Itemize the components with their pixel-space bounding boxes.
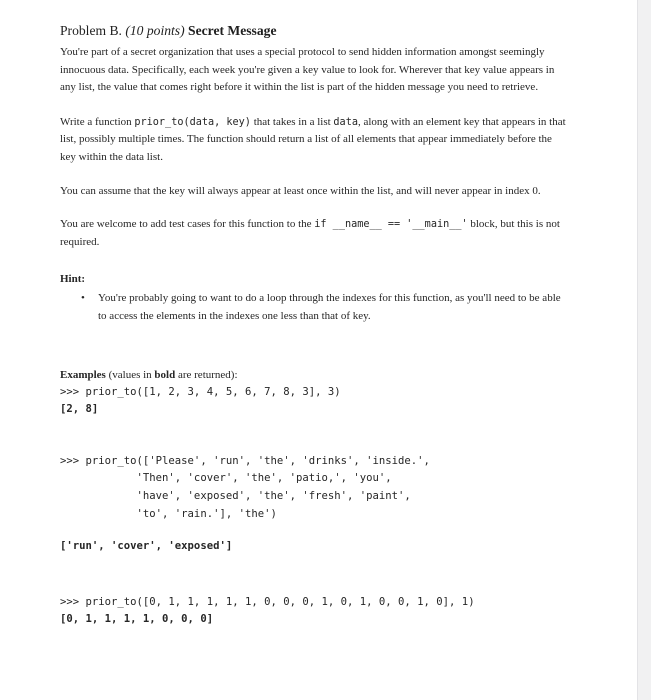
- task-paragraph: [60, 114, 570, 167]
- intro-paragraph: You're part of a secret organization that uses a special protocol to send hidden information amongst seemingly innocuous data. Specifically, each week you're given a key value to look for. Wherever that key value appears in any list, the value that comes right before it within the list is part of the hidden message you need to retrieve.: [60, 46, 555, 94]
- problem-content: [60, 22, 570, 629]
- task-text-mid: that takes in a list: [250, 115, 334, 128]
- example-2-result: ['run', 'cover', 'exposed']: [60, 540, 233, 553]
- task-text-pre: Write a function: [60, 115, 135, 128]
- hint-item: [60, 290, 570, 325]
- example-1-result: [2, 8]: [60, 403, 99, 416]
- test-note-paragraph: [60, 216, 570, 251]
- problem-label: Problem B.: [60, 23, 122, 38]
- problem-title: [60, 22, 570, 40]
- examples-heading-rest: (values in: [105, 368, 155, 381]
- example-3-result: [0, 1, 1, 1, 1, 0, 0, 0]: [60, 613, 214, 626]
- hint-list: [60, 290, 570, 325]
- example-2-call: >>> prior_to(['Please', 'run', 'the', 'drinks', 'inside.', 'Then', 'cover', 'the', 'patio,', 'you', 'have', 'exposed', 'the', 'fresh', 'paint', 'to', 'rain.'], 'the'): [60, 454, 430, 520]
- examples-heading-end: are returned):: [175, 368, 238, 381]
- function-signature: prior_to(data, key): [134, 116, 251, 128]
- bullet-icon: •: [81, 292, 85, 305]
- examples-heading-bold: Examples: [60, 368, 106, 381]
- examples-heading: [60, 367, 570, 384]
- hint-heading: Hint:: [60, 273, 86, 286]
- problem-points: (10 points): [125, 23, 185, 38]
- problem-name: Secret Message: [188, 23, 277, 38]
- main-guard-code: if __name__ == '__main__': [314, 219, 468, 231]
- data-parameter: data: [333, 116, 358, 128]
- hint-text: You're probably going to want to do a loop through the indexes for this function, as you'll need to be able to access the elements in the indexes one less than that of key.: [98, 292, 561, 322]
- examples-heading-bold-word: bold: [154, 368, 176, 381]
- assumption-paragraph: You can assume that the key will always appear at least once within the list, and will never appear in index 0.: [60, 184, 541, 197]
- task-text-rest: , along with an element key that appears in that list, possibly multiple times. The function should return a list of all elements that appear immediately before the key within the data list.: [60, 115, 566, 163]
- test-note-pre: You are welcome to add test cases for this function to the: [60, 218, 315, 231]
- test-note-post: block, but this is not required.: [60, 218, 560, 248]
- example-1-call: >>> prior_to([1, 2, 3, 4, 5, 6, 7, 8, 3], 3): [60, 385, 341, 398]
- example-3-call: >>> prior_to([0, 1, 1, 1, 1, 1, 0, 0, 0, 1, 0, 1, 0, 0, 1, 0], 1): [60, 595, 475, 608]
